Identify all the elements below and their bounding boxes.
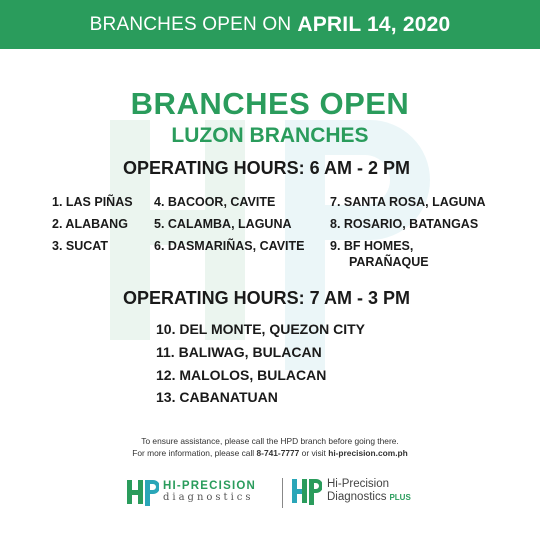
- branch-item: 10. DEL MONTE, QUEZON CITY: [156, 321, 365, 337]
- branch-item: 7. SANTA ROSA, LAGUNA: [330, 195, 486, 209]
- footer-mid: or visit: [301, 448, 326, 458]
- branch-item: 4. BACOOR, CAVITE: [154, 195, 276, 209]
- branch-item: 13. CABANATUAN: [156, 389, 278, 405]
- page-title: BRANCHES OPEN: [130, 86, 410, 121]
- hpd-logo: [127, 478, 256, 506]
- branch-item: 8. ROSARIO, BATANGAS: [330, 217, 479, 231]
- logo1-name: HI-PRECISION: [163, 480, 256, 492]
- operating-hours-2: OPERATING HOURS: 7 AM - 3 PM: [123, 288, 411, 308]
- branch-item-continued: PARAÑAQUE: [349, 255, 429, 269]
- branch-item: 11. BALIWAG, BULACAN: [156, 344, 322, 360]
- footer-line-2: [0, 448, 540, 458]
- branch-item: 12. MALOLOS, BULACAN: [156, 367, 327, 383]
- footer-prefix: For more information, please call: [132, 448, 255, 458]
- logo2-line1: Hi-Precision: [327, 478, 389, 490]
- footer-line-1: To ensure assistance, please call the HPD branch before going there.: [141, 436, 399, 446]
- footer-phone: 8-741-7777: [256, 448, 300, 458]
- operating-hours-1: OPERATING HOURS: 6 AM - 2 PM: [123, 158, 411, 178]
- branch-item: 5. CALAMBA, LAGUNA: [154, 217, 292, 231]
- branch-item: 9. BF HOMES,: [330, 239, 414, 253]
- logo2-line2: Diagnostics: [327, 491, 387, 503]
- branch-item: 2. ALABANG: [52, 217, 128, 231]
- branch-item: 6. DASMARIÑAS, CAVITE: [154, 239, 305, 253]
- banner-text: BRANCHES OPEN ON: [89, 13, 292, 35]
- branch-item: 1. LAS PIÑAS: [52, 195, 133, 209]
- logo2-line2-wrap: [327, 491, 411, 504]
- footer-website: hi-precision.com.ph: [328, 448, 408, 458]
- logo1-sub: diagnostics: [163, 492, 254, 503]
- hp-logo-icon: [127, 478, 159, 506]
- page-subtitle: LUZON BRANCHES: [171, 124, 369, 147]
- logo-divider: [282, 478, 283, 508]
- branch-item: 3. SUCAT: [52, 239, 109, 253]
- hp-plus-logo-icon: [292, 476, 322, 506]
- hpd-plus-logo: [292, 476, 411, 506]
- banner-date: APRIL 14, 2020: [297, 12, 451, 36]
- logo2-plus: PLUS: [389, 493, 411, 502]
- top-banner: [0, 0, 540, 49]
